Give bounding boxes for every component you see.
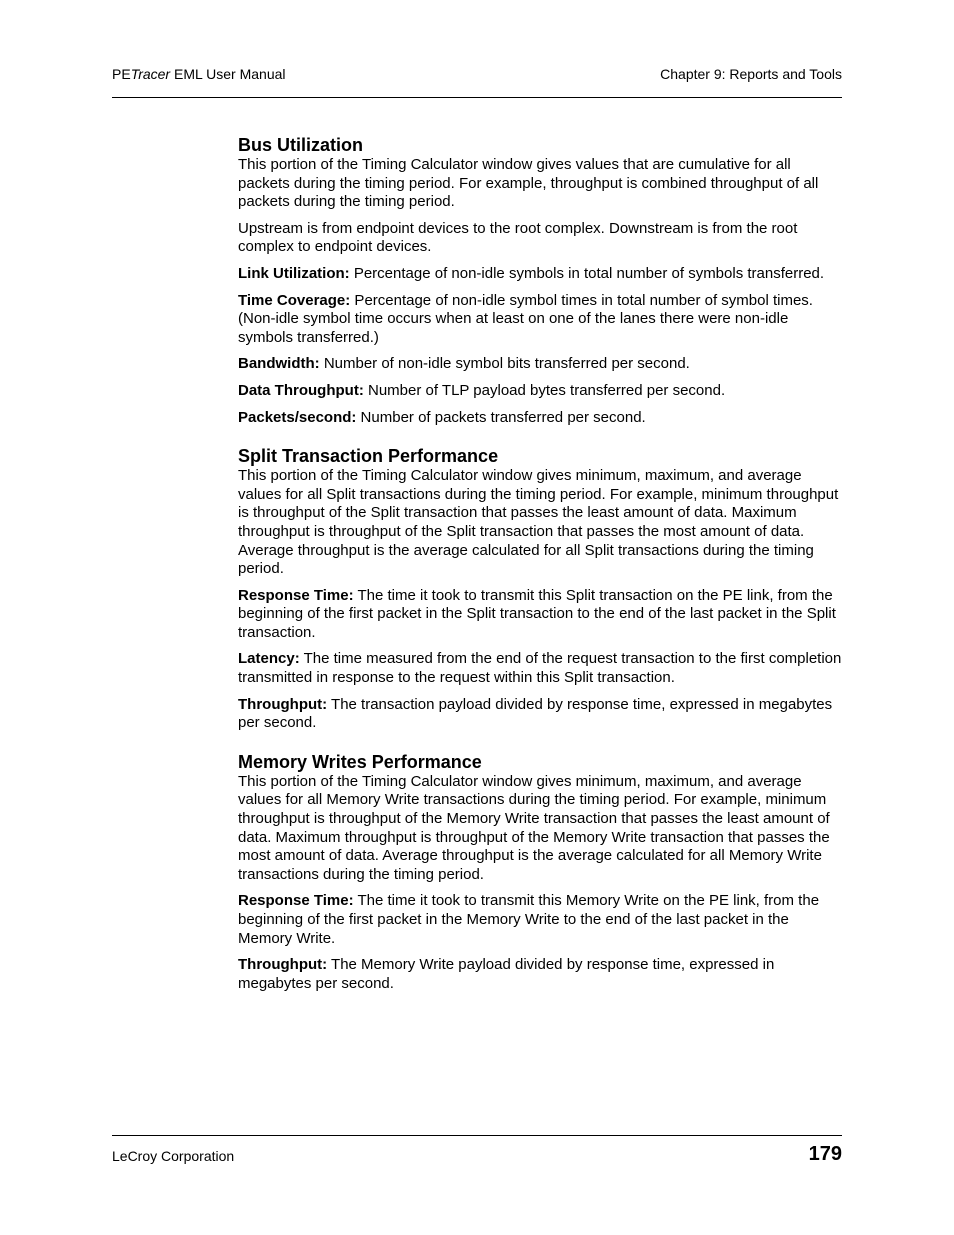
definition-text: Number of TLP payload bytes transferred per second. xyxy=(363,381,726,399)
definition-term: Bandwidth: xyxy=(238,355,320,373)
definition-term: Response Time: xyxy=(238,586,354,604)
section-paragraph: Upstream is from endpoint devices to the root complex. Downstream is from the root complex to endpoint devices. xyxy=(238,219,798,256)
company-name: LeCroy Corporation xyxy=(112,1148,235,1164)
definition-text: The transaction payload divided by response time, expressed in megabytes per second. xyxy=(238,695,833,732)
page-body xyxy=(238,134,844,1001)
definition-term: Time Coverage: xyxy=(238,291,351,309)
definition-item xyxy=(238,382,844,401)
definition-text: The time measured from the end of the request transaction to the first completion transmitted in response to the request within this Split transaction. xyxy=(238,650,842,687)
definition-term: Response Time: xyxy=(238,892,354,910)
definition-text: Number of packets transferred per second. xyxy=(356,408,646,426)
definition-item xyxy=(238,956,844,993)
definition-item xyxy=(238,650,844,687)
manual-title-rest: EML User Manual xyxy=(170,66,286,82)
definition-item xyxy=(238,292,844,348)
page-number: 179 xyxy=(808,1143,842,1165)
definition-text: The time it took to transmit this Split transaction on the PE link, from the beginning of the first packet in the Split transaction to the end of the last packet in the Split transaction. xyxy=(238,586,836,641)
definition-item xyxy=(238,587,844,643)
header-rule xyxy=(112,97,842,98)
definition-item xyxy=(238,892,844,948)
definition-term: Packets/second: xyxy=(238,408,357,426)
page-header xyxy=(112,66,842,86)
definition-text: The time it took to transmit this Memory Write on the PE link, from the beginning of the first packet in the Memory Write to the end of the last packet in the Memory Write. xyxy=(238,892,820,947)
section-intro: This portion of the Timing Calculator window gives minimum, maximum, and average values for all Split transactions during the timing period. For example, minimum throughput is throughput of the Split transaction that passes the least amount of data. Maximum throughput is throughput of the Split transaction that passes the most amount of data. Average throughput is the average calculated for all Split transactions during the timing period. xyxy=(238,467,839,578)
definition-term: Data Throughput: xyxy=(238,381,364,399)
manual-title xyxy=(112,66,286,82)
definition-text: Percentage of non-idle symbols in total number of symbols transferred. xyxy=(349,264,825,282)
footer-rule xyxy=(112,1135,842,1136)
definition-text: Number of non-idle symbol bits transferred per second. xyxy=(319,355,690,373)
definition-term: Throughput: xyxy=(238,695,328,713)
definition-term: Link Utilization: xyxy=(238,264,350,282)
definition-item xyxy=(238,409,844,428)
definition-item xyxy=(238,355,844,374)
section-heading: Bus Utilization xyxy=(238,135,363,155)
section-intro: This portion of the Timing Calculator window gives minimum, maximum, and average values for all Memory Write transactions during the timing period. For example, minimum throughput is throughput of the Memory Write transaction that passes the least amount of data. Maximum throughput is throughput of the Memory Write transaction that passes the most amount of data. Average throughput is the average calculated for all Memory Write transactions during the timing period. xyxy=(238,772,830,883)
chapter-title: Chapter 9: Reports and Tools xyxy=(660,66,842,82)
definition-text: The Memory Write payload divided by response time, expressed in megabytes per second. xyxy=(238,956,775,992)
definition-item xyxy=(238,265,844,284)
manual-title-tracer: Tracer xyxy=(130,66,171,82)
definition-text: Percentage of non-idle symbol times in total number of symbol times. (Non-idle symbol time occurs when at least on one of the lanes there were non-idle symbols transferred.) xyxy=(238,291,813,346)
section-heading: Split Transaction Performance xyxy=(238,446,499,467)
section-intro: This portion of the Timing Calculator window gives values that are cumulative for all packets during the timing period. For example, throughput is combined throughput of all packets during the timing period. xyxy=(238,156,819,211)
definition-term: Latency: xyxy=(238,650,300,668)
definition-term: Throughput: xyxy=(238,956,328,974)
section-memory-writes-performance xyxy=(238,751,844,994)
manual-title-pe: PE xyxy=(112,66,131,82)
section-heading: Memory Writes Performance xyxy=(238,751,482,772)
section-bus-utilization xyxy=(238,134,844,427)
definition-item xyxy=(238,696,844,733)
section-split-transaction-performance xyxy=(238,445,844,733)
page-footer xyxy=(112,1143,842,1169)
